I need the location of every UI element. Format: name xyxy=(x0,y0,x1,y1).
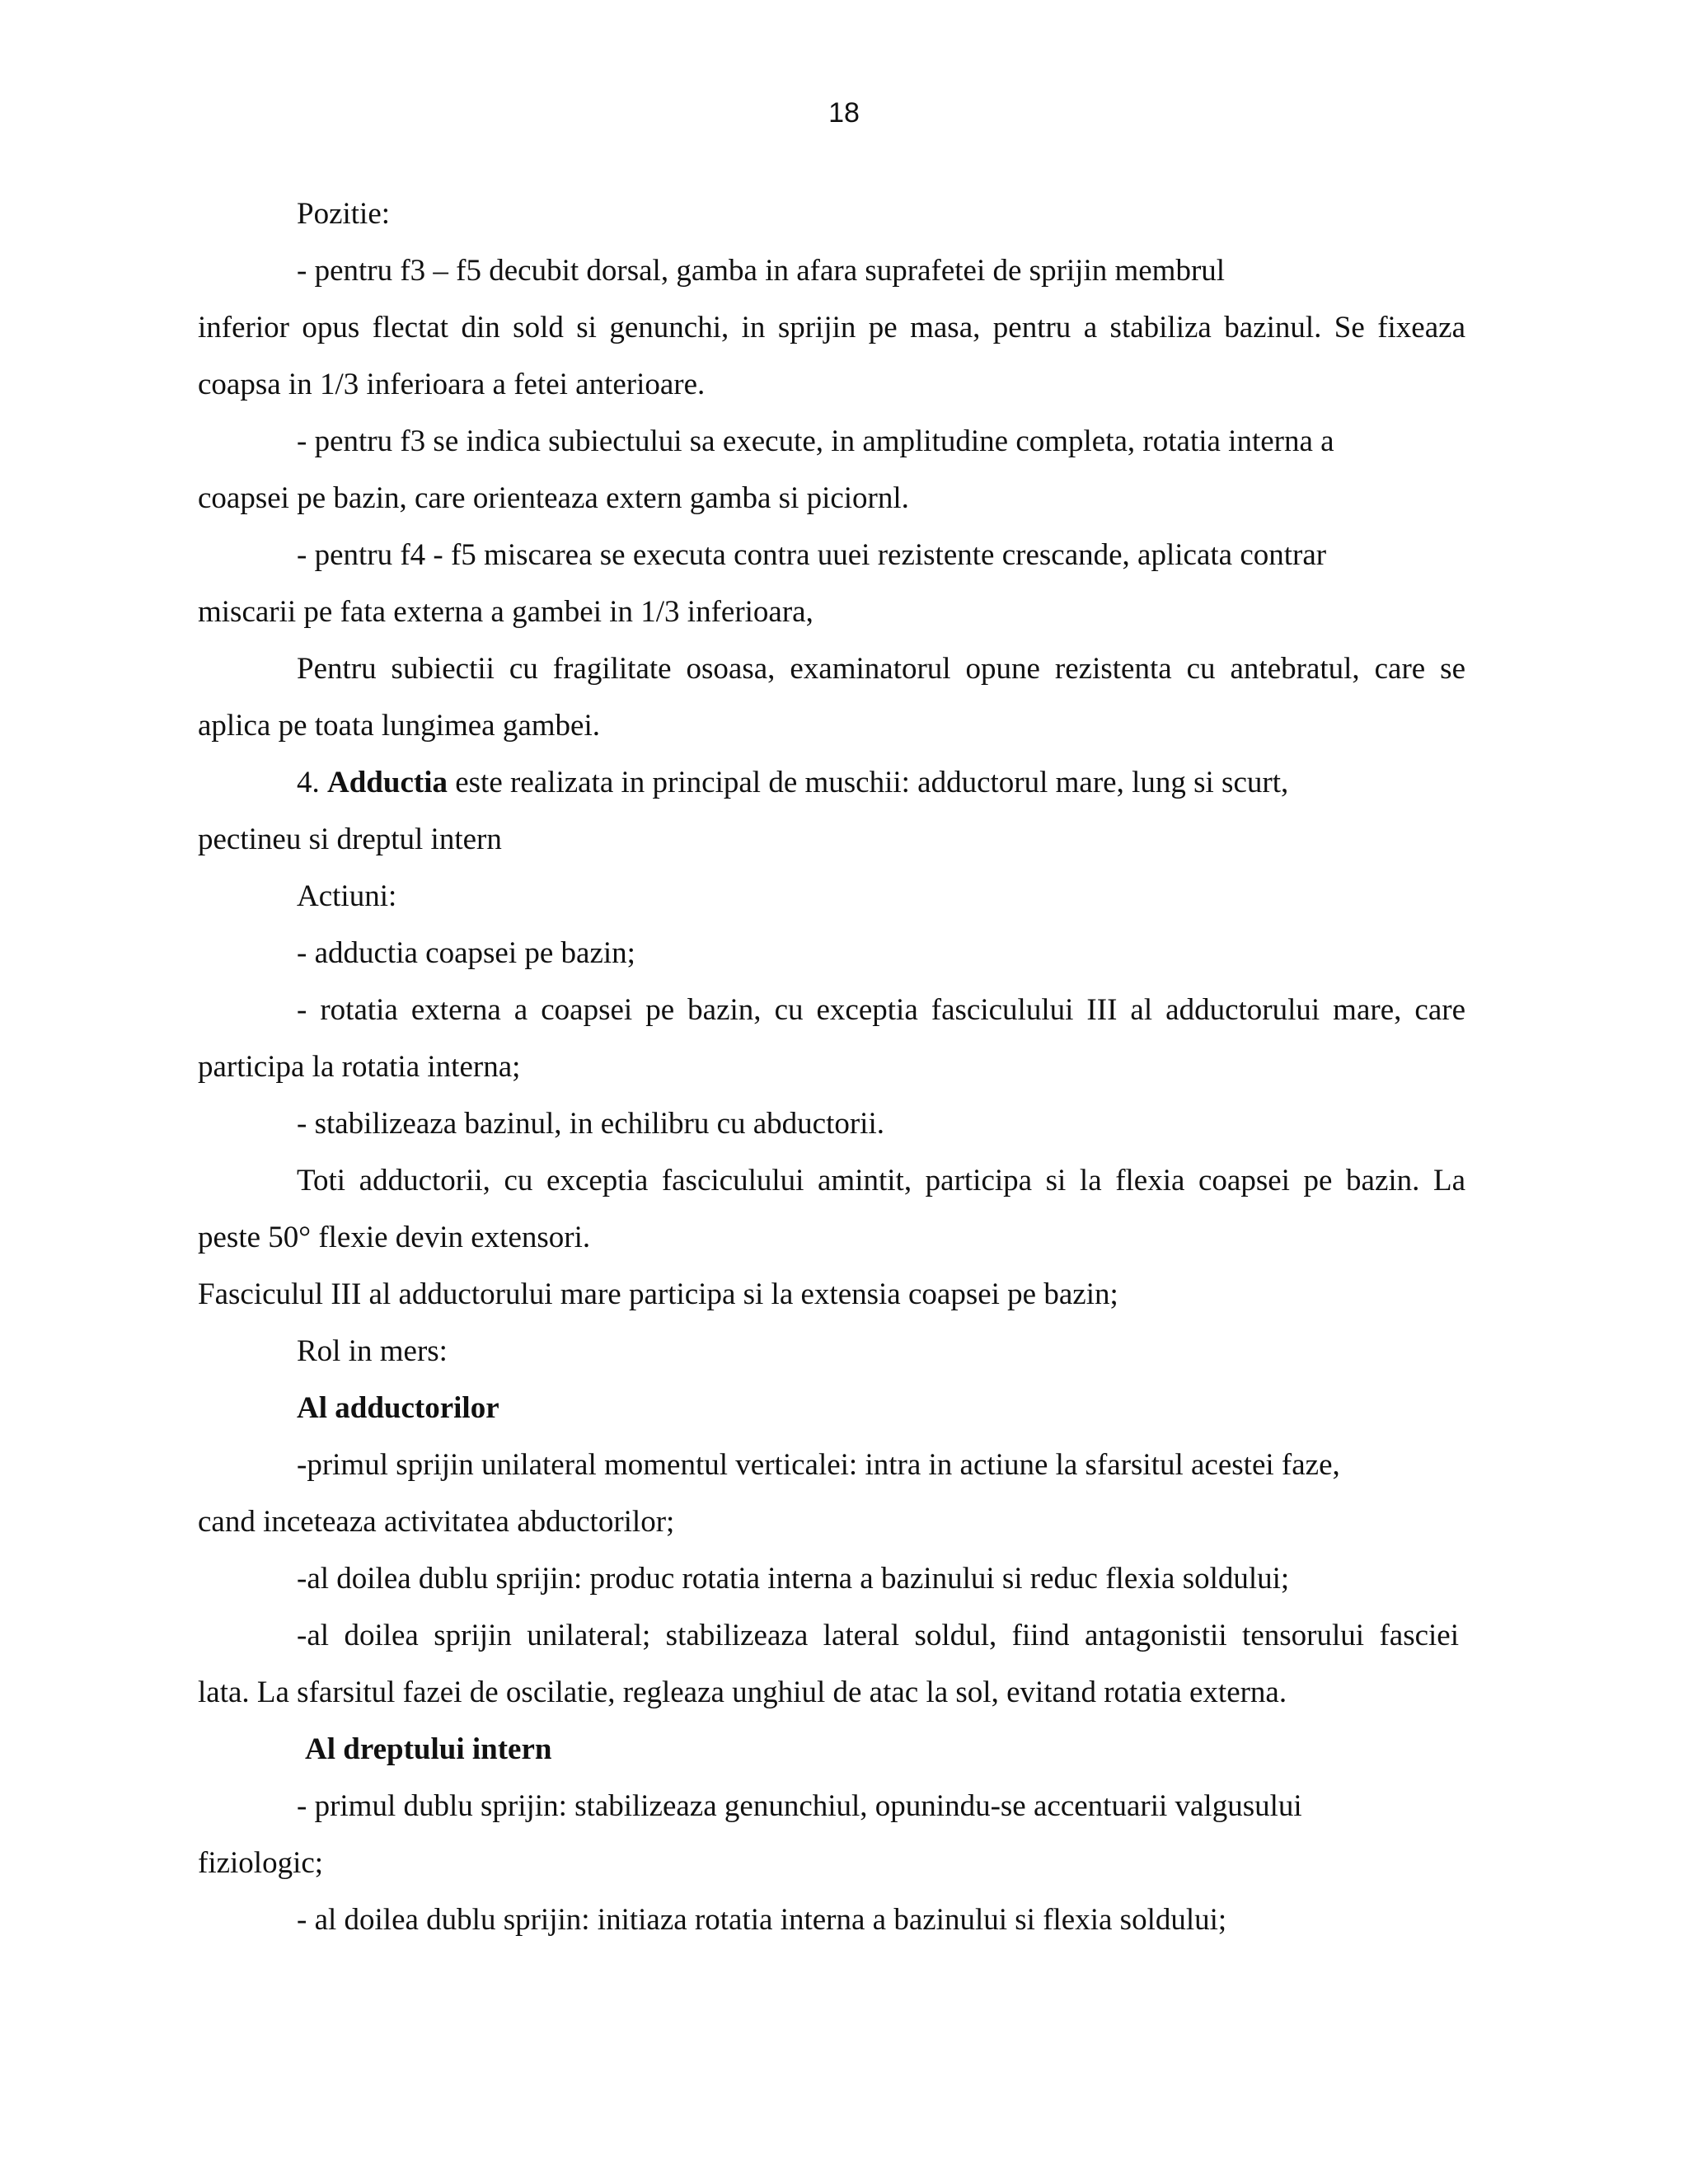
text-line xyxy=(297,765,1288,801)
text-line: - pentru f4 - f5 miscarea se executa contra uuei rezistente crescande, aplicata contrar xyxy=(297,538,1327,572)
text-line: aplica pe toata lungimea gambei. xyxy=(198,709,600,743)
bold-term: Adductia xyxy=(327,766,448,799)
text-line: Pentru subiectii cu fragilitate osoasa, examinatorul opune rezistenta cu antebratul, care se xyxy=(297,652,1465,686)
text-line: Toti adductorii, cu exceptia fasciculului amintit, participa si la flexia coapsei pe bazin. La xyxy=(297,1164,1465,1197)
text-line: Fasciculul III al adductorului mare participa si la extensia coapsei pe bazin; xyxy=(198,1277,1118,1311)
text-line: Rol in mers: xyxy=(297,1334,448,1368)
text-line: -al doilea sprijin unilateral; stabilizeaza lateral soldul, fiind antagonistii tensorului fasciei xyxy=(297,1619,1459,1652)
section-heading: Al dreptului intern xyxy=(305,1732,552,1766)
text-line: Actiuni: xyxy=(297,879,397,913)
page-number: 18 xyxy=(828,97,860,129)
text-line: cand inceteaza activitatea abductorilor; xyxy=(198,1505,675,1539)
text-line: - primul dublu sprijin: stabilizeaza genunchiul, opunindu-se accentuarii valgusului xyxy=(297,1789,1302,1823)
text-line: inferior opus flectat din sold si genunchi, in sprijin pe masa, pentru a stabiliza bazinul. Se fixeaza xyxy=(198,311,1465,344)
text-line: miscarii pe fata externa a gambei in 1/3 inferioara, xyxy=(198,595,814,629)
text-line: participa la rotatia interna; xyxy=(198,1050,521,1084)
list-number: 4. xyxy=(297,766,327,799)
text-line: - rotatia externa a coapsei pe bazin, cu exceptia fasciculului III al adductorului mare, care xyxy=(297,993,1465,1027)
text-line: - stabilizeaza bazinul, in echilibru cu abductorii. xyxy=(297,1107,884,1141)
section-heading: Al adductorilor xyxy=(297,1391,499,1425)
text-line: lata. La sfarsitul fazei de oscilatie, regleaza unghiul de atac la sol, evitand rotatia externa. xyxy=(198,1675,1287,1709)
text-line: Pozitie: xyxy=(297,197,391,231)
text-line: - pentru f3 – f5 decubit dorsal, gamba in afara suprafetei de sprijin membrul xyxy=(297,254,1226,288)
text-line: coapsa in 1/3 inferioara a fetei anterioare. xyxy=(198,368,706,401)
text-segment: este realizata in principal de muschii: adductorul mare, lung si scurt, xyxy=(447,766,1289,799)
text-line: - pentru f3 se indica subiectului sa execute, in amplitudine completa, rotatia interna a xyxy=(297,424,1334,458)
text-line: coapsei pe bazin, care orienteaza extern gamba si piciornl. xyxy=(198,481,909,515)
text-line: - adductia coapsei pe bazin; xyxy=(297,936,635,970)
text-line: -primul sprijin unilateral momentul verticalei: intra in actiune la sfarsitul acestei faze, xyxy=(297,1448,1340,1482)
text-line: peste 50° flexie devin extensori. xyxy=(198,1221,591,1254)
text-line: fiziologic; xyxy=(198,1846,324,1880)
text-line: - al doilea dublu sprijin: initiaza rotatia interna a bazinului si flexia soldului; xyxy=(297,1903,1227,1937)
text-line: -al doilea dublu sprijin: produc rotatia interna a bazinului si reduc flexia soldului; xyxy=(297,1562,1290,1596)
text-line: pectineu si dreptul intern xyxy=(198,823,502,856)
